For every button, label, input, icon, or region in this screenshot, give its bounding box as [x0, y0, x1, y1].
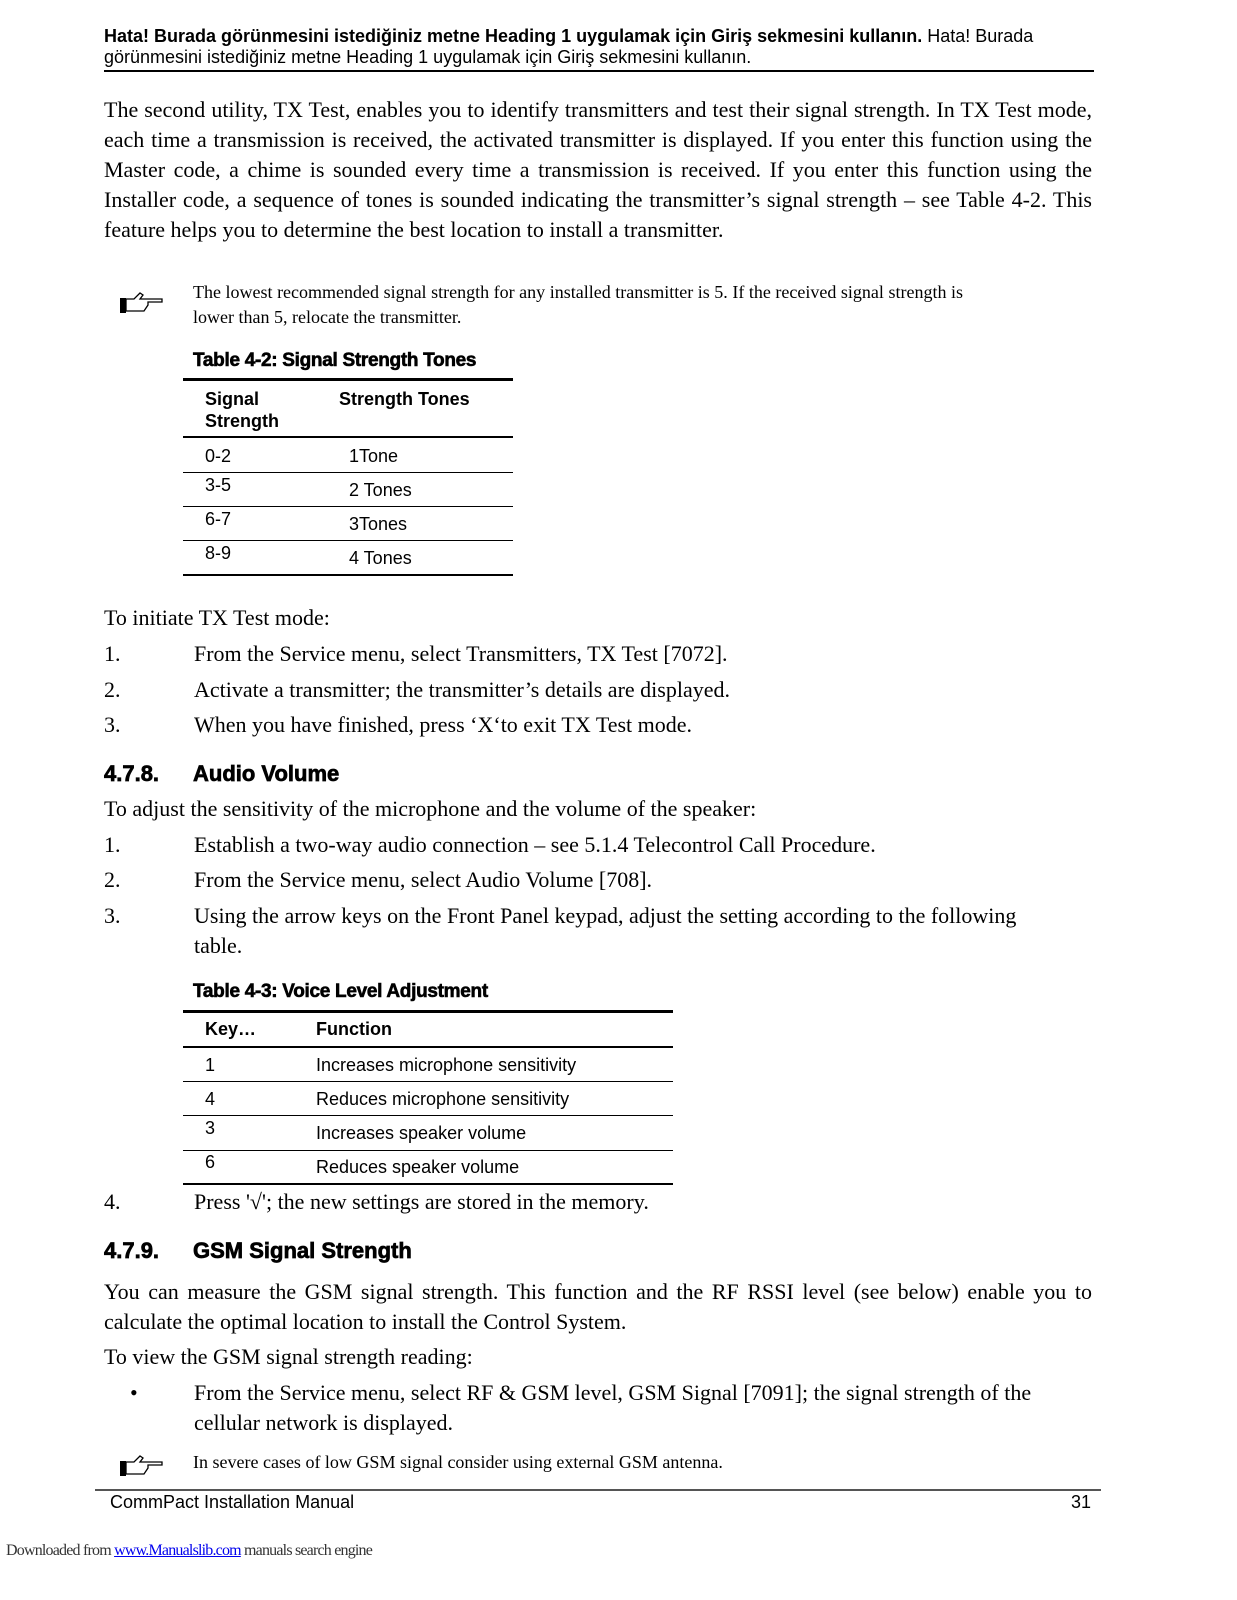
table-rule — [183, 1046, 673, 1048]
table-cell: 1Tone — [349, 446, 399, 466]
column-header-signal-strength: Signal Strength — [205, 389, 279, 431]
table-cell: 4 Tones — [349, 548, 412, 568]
header-bold: Hata! Burada görünmesini istediğiniz metne Heading 1 uygulamak için Giriş sekmesini kullanın. — [104, 26, 923, 46]
table-cell: Increases microphone sensitivity — [316, 1055, 577, 1075]
table-rule — [183, 378, 513, 381]
list-item: When you have finished, press ‘X‘to exit TX Test mode. — [194, 712, 693, 737]
bullet-icon: • — [130, 1380, 138, 1405]
list-item: Press '√'; the new settings are stored in the memory. — [194, 1189, 649, 1214]
table-cell: 4 — [205, 1089, 216, 1109]
download-prefix: Downloaded from — [6, 1542, 115, 1559]
manualslib-link[interactable]: www.Manualslib.com — [114, 1542, 241, 1559]
page-number: 31 — [1071, 1492, 1092, 1512]
table-rule — [183, 1150, 673, 1151]
intro-paragraph: The second utility, TX Test, enables you to identify transmitters and test their signal strength. In TX Test mode, each time a transmission is received, the activated transmitter is displayed. If you enter this function using the Master code, a chime is sounded every time a transmission is received. If you enter this function using the Installer code, a sequence of tones is sounded indicating the transmitter’s signal strength – see Table 4-2. This feature helps you to determine the best location to install a transmitter. — [104, 97, 1092, 242]
section-intro: To adjust the sensitivity of the microphone and the volume of the speaker: — [104, 796, 757, 821]
footer-title: CommPact Installation Manual — [110, 1492, 355, 1512]
table-rule — [183, 472, 513, 473]
table-4-2-title: Table 4-2: Signal Strength Tones — [193, 350, 477, 371]
table-cell: 8-9 — [205, 543, 232, 563]
list-item: From the Service menu, select Transmitters, TX Test [7072]. — [194, 641, 728, 666]
header-rule — [104, 70, 1094, 72]
download-suffix: manuals search engine — [240, 1542, 373, 1559]
table-rule — [183, 574, 513, 576]
section-heading: GSM Signal Strength — [193, 1238, 412, 1263]
list-item: Establish a two-way audio connection – see 5.1.4 Telecontrol Call Procedure. — [194, 832, 876, 857]
table-rule — [183, 540, 513, 541]
table-cell: 0-2 — [205, 446, 232, 466]
column-header-key: Key… — [205, 1019, 257, 1039]
header-normal: Hata! Burada görünmesini istediğiniz metne Heading 1 uygulamak için Giriş sekmesini kullanın. — [104, 26, 1034, 67]
table-rule — [183, 1081, 673, 1082]
table-cell: 3 — [205, 1118, 216, 1138]
download-note — [6, 1541, 372, 1561]
table-cell: 3-5 — [205, 475, 232, 495]
table-rule — [183, 1115, 673, 1116]
list-number: 1. — [104, 641, 121, 666]
list-item: From the Service menu, select Audio Volume [708]. — [194, 867, 653, 892]
list-number: 4. — [104, 1189, 121, 1214]
table-rule — [183, 1183, 673, 1185]
table-cell: 6 — [205, 1152, 216, 1172]
table-rule — [183, 1010, 673, 1013]
list-number: 3. — [104, 903, 121, 928]
running-header — [104, 26, 1094, 68]
list-number: 2. — [104, 677, 121, 702]
column-header-function: Function — [316, 1019, 392, 1039]
table-rule — [183, 506, 513, 507]
note-text: The lowest recommended signal strength for any installed transmitter is 5. If the received signal strength is lower than 5, relocate the transmitter. — [193, 282, 963, 327]
pointing-hand-icon — [118, 290, 166, 316]
table-cell: 3Tones — [349, 514, 408, 534]
pointing-hand-icon — [118, 1453, 166, 1479]
table-cell: Reduces speaker volume — [316, 1157, 520, 1177]
list-item: Using the arrow keys on the Front Panel keypad, adjust the setting according to the following table. — [194, 903, 1017, 958]
table-header — [205, 388, 279, 432]
table-4-3-title: Table 4-3: Voice Level Adjustment — [193, 981, 488, 1002]
list-item: Activate a transmitter; the transmitter’s details are displayed. — [194, 677, 730, 702]
tx-test-intro: To initiate TX Test mode: — [104, 605, 330, 630]
table-rule — [183, 436, 513, 438]
section-heading: Audio Volume — [193, 761, 340, 786]
note-text: In severe cases of low GSM signal consider using external GSM antenna. — [193, 1452, 723, 1472]
column-header-strength-tones: Strength Tones — [339, 389, 470, 409]
table-cell: Reduces microphone sensitivity — [316, 1089, 570, 1109]
bullet-item: From the Service menu, select RF & GSM level, GSM Signal [7091]; the signal strength of the cellular network is displayed. — [194, 1380, 1032, 1435]
section-intro: To view the GSM signal strength reading: — [104, 1344, 473, 1369]
section-number: 4.7.9. — [104, 1238, 160, 1263]
list-number: 2. — [104, 867, 121, 892]
list-number: 3. — [104, 712, 121, 737]
table-cell: 1 — [205, 1055, 216, 1075]
section-paragraph: You can measure the GSM signal strength. This function and the RF RSSI level (see below) enable you to calculate the optimal location to install the Control System. — [104, 1279, 1092, 1334]
list-number: 1. — [104, 832, 121, 857]
table-cell: 6-7 — [205, 509, 232, 529]
table-cell: 2 Tones — [349, 480, 412, 500]
table-cell: Increases speaker volume — [316, 1123, 527, 1143]
section-number: 4.7.8. — [104, 761, 160, 786]
